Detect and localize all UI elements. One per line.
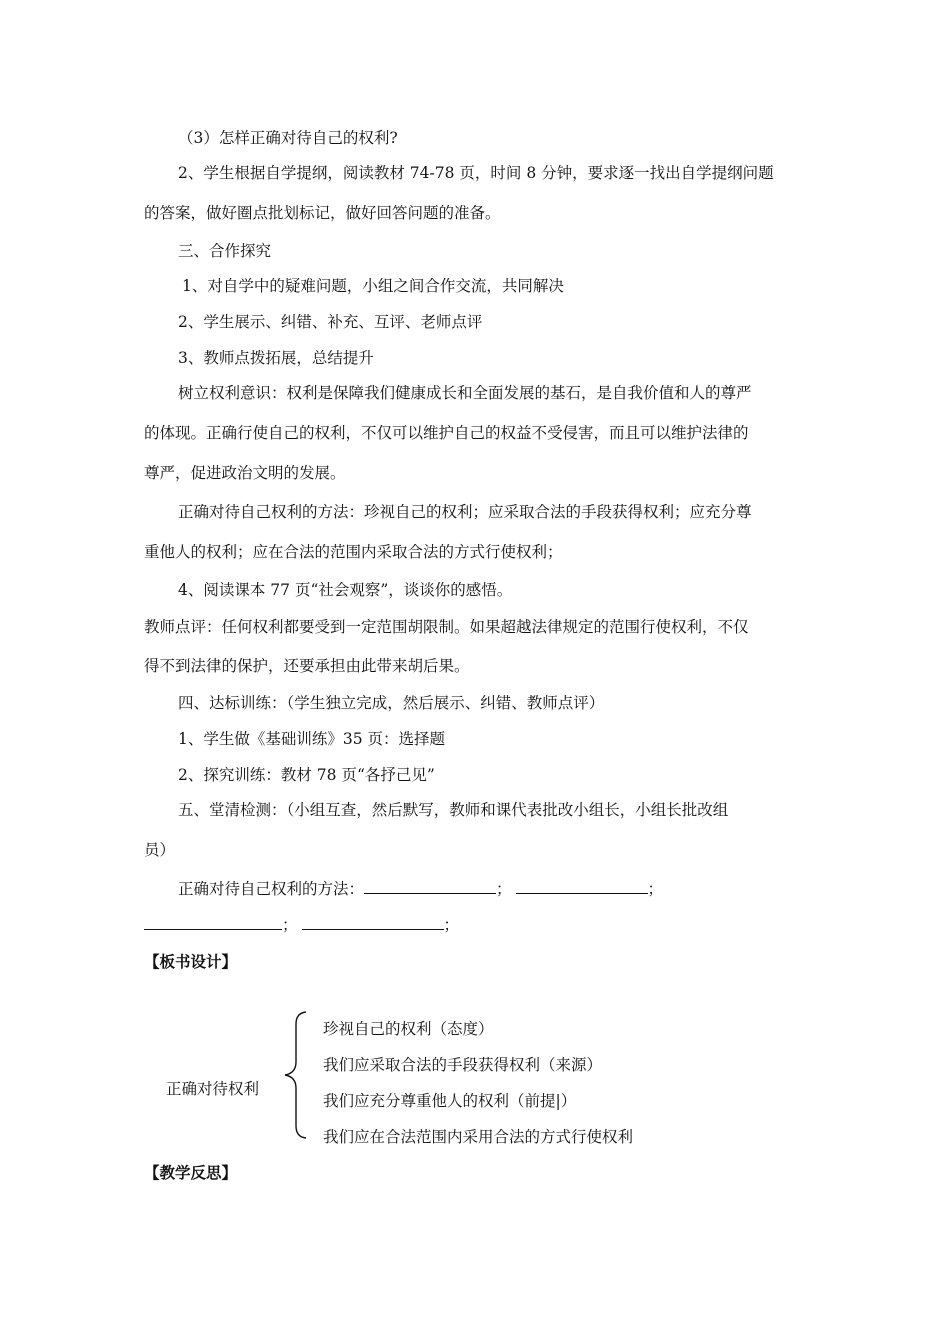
text-line: 的答案，做好圈点批划标记，做好回答问题的准备。 xyxy=(144,204,501,222)
text-line: 2、学生展示、纠错、补充、互评、老师点评 xyxy=(178,313,483,331)
fill-in-line xyxy=(144,915,459,935)
separator: ； xyxy=(496,880,512,898)
text-line: 的体现。正确行使自己的权利，不仅可以维护自己的权益不受侵害，而且可以维护法律的 xyxy=(144,424,749,442)
answer-blank[interactable] xyxy=(302,915,444,930)
separator: ； xyxy=(282,916,298,934)
text-line: 得不到法律的保护，还要承担由此带来胡后果。 xyxy=(144,657,470,675)
section-heading: 五、堂清检测：（小组互查，然后默写，教师和课代表批改小组长，小组长批改组 xyxy=(178,801,729,819)
text-line: 2、学生根据自学提纲，阅读教材 74-78 页，时间 8 分钟，要求逐一找出自学提纲问题 xyxy=(178,164,774,182)
fill-in-line xyxy=(178,879,663,899)
answer-blank[interactable] xyxy=(516,879,648,894)
text-line: 正确对待自己权利的方法：珍视自己的权利；应采取合法的手段获得权利；应充分尊 xyxy=(178,503,752,521)
text-line: 重他人的权利；应在合法的范围内采取合法的方式行使权利； xyxy=(144,543,563,561)
board-design-heading: 【板书设计】 xyxy=(144,953,238,971)
brace-shape xyxy=(282,1010,308,1140)
text-line: 1、学生做《基础训练》35 页：选择题 xyxy=(178,730,446,748)
text-line: 树立权利意识：权利是保障我们健康成长和全面发展的基石，是自我价值和人的尊严 xyxy=(178,384,752,402)
separator: ； xyxy=(647,880,664,898)
text-line: 4、阅读课本 77 页“社会观察”，谈谈你的感悟。 xyxy=(178,581,513,599)
answer-blank[interactable] xyxy=(364,879,496,894)
text-line: （3）怎样正确对待自己的权利? xyxy=(178,129,398,147)
answer-blank[interactable] xyxy=(144,915,282,930)
text-line: 教师点评：任何权利都要受到一定范围胡限制。如果超越法律规定的范围行使权利，不仅 xyxy=(144,618,749,636)
text-line: 3、教师点拨拓展，总结提升 xyxy=(178,349,374,367)
text-line: 员） xyxy=(144,841,176,859)
board-main-topic: 正确对待权利 xyxy=(166,1080,260,1098)
text-line: 2、探究训练：教材 78 页“各抒己见” xyxy=(178,766,435,784)
board-item: 我们应充分尊重他人的权利（前提|） xyxy=(323,1092,577,1110)
separator: ； xyxy=(443,916,460,934)
section-heading: 四、达标训练：（学生独立完成，然后展示、纠错、教师点评） xyxy=(178,694,605,712)
board-item: 珍视自己的权利（态度） xyxy=(323,1020,494,1038)
text-line: 尊严，促进政治文明的发展。 xyxy=(144,464,346,482)
section-heading: 三、合作探究 xyxy=(178,242,272,260)
text-line: 1、对自学中的疑难问题，小组之间合作交流，共同解决 xyxy=(182,277,564,295)
teaching-reflection-heading: 【教学反思】 xyxy=(144,1164,238,1182)
board-item: 我们应采取合法的手段获得权利（来源） xyxy=(323,1056,603,1074)
board-item: 我们应在合法范围内采用合法的方式行使权利 xyxy=(323,1128,634,1146)
fill-in-prefix: 正确对待自己权利的方法： xyxy=(178,880,365,898)
